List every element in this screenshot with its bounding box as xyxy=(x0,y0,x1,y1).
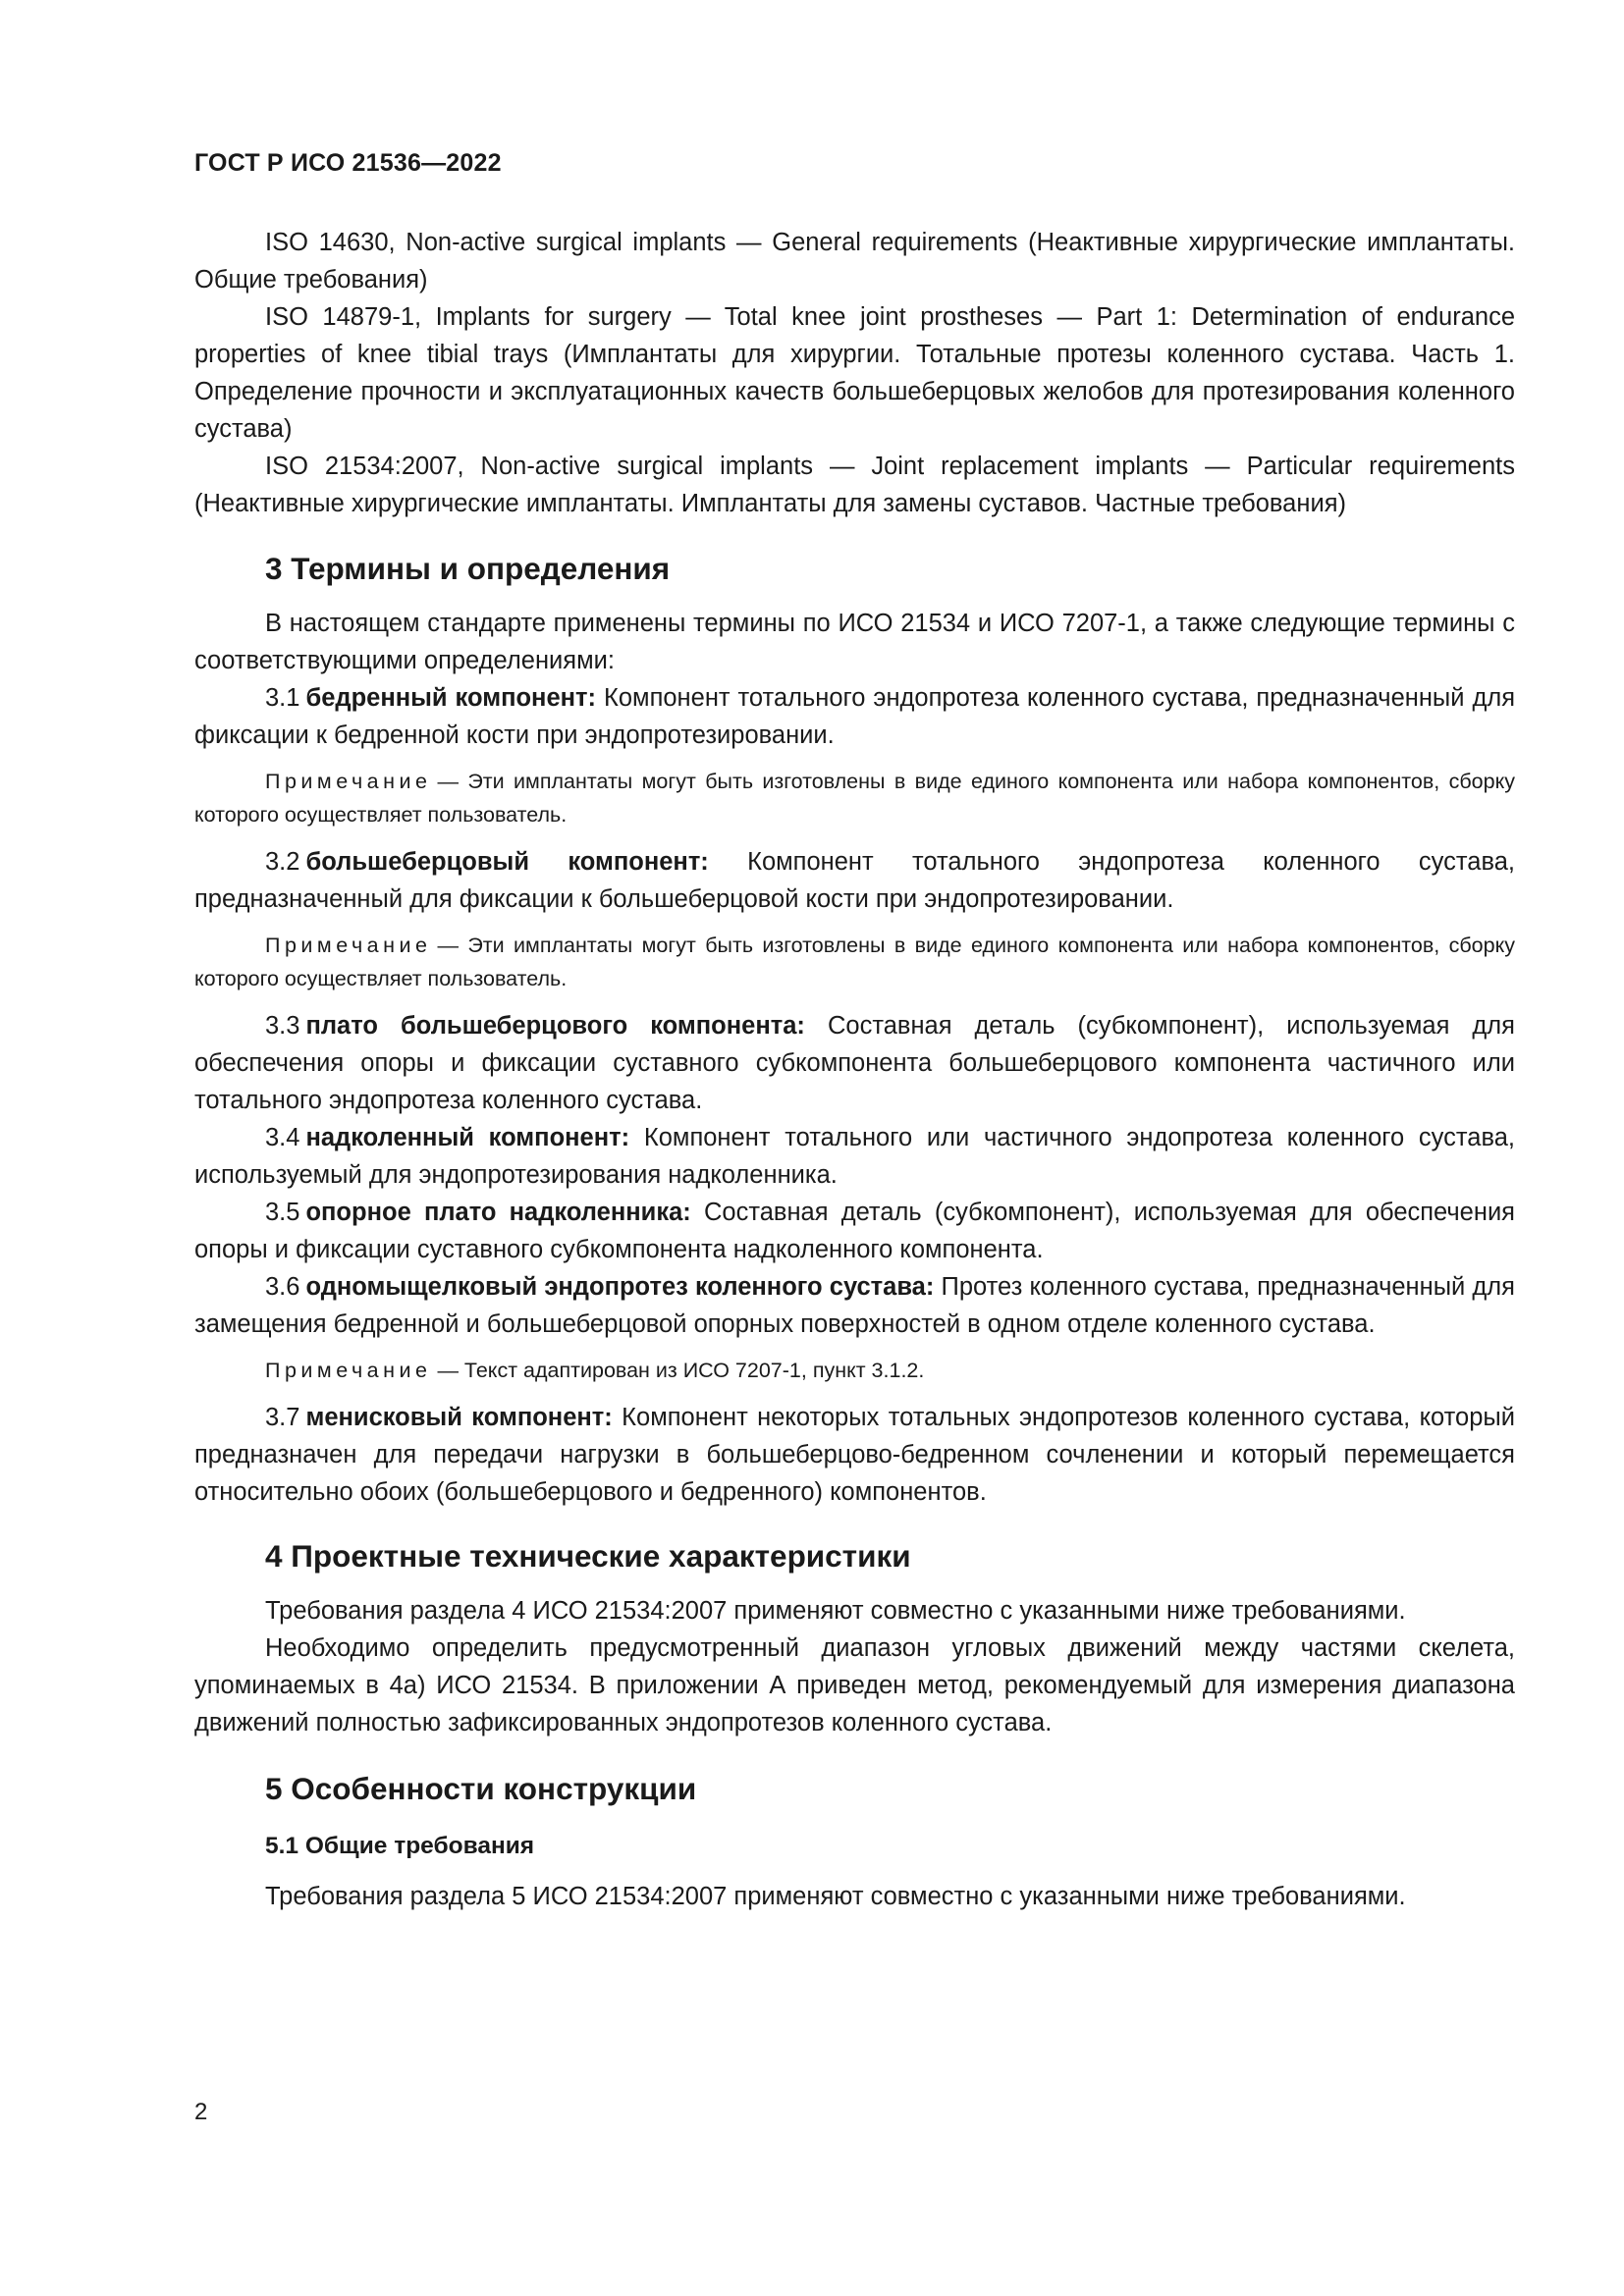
note-3-2 xyxy=(194,929,1515,995)
term-definition: Компонент тотального эндопротеза коленного сустава, предназначенный для фиксации к бедренной кости при эндопротезировании. xyxy=(194,684,1516,749)
term-name: плато большеберцового компонента: xyxy=(305,1012,805,1040)
term-number: 3.6 xyxy=(265,1273,300,1301)
section-5-1-heading: 5.1 Общие требования xyxy=(265,1833,535,1859)
term-name: надколенный компонент: xyxy=(305,1124,630,1151)
term-definition: Протез коленного сустава, предназначенный для замещения бедренной и большеберцовой опорных поверхностей в одном отделе коленного сустава. xyxy=(194,1273,1515,1338)
term-name: одномыщелковый эндопротез коленного сустава: xyxy=(305,1273,935,1301)
note-text: — Текст адаптирован из ИСО 7207-1, пункт 3.1.2. xyxy=(437,1359,925,1382)
term-number: 3.3 xyxy=(265,1012,300,1040)
term-number: 3.1 xyxy=(265,684,300,712)
section-4-paragraph-2: Необходимо определить предусмотренный диапазон угловых движений между частями скелета, упоминаемых в 4а) ИСО 21534. В приложении А приведен метод, рекомендуемый для измерения диапазона движений полностью зафиксированных эндопротезов коленного сустава. xyxy=(194,1634,1515,1736)
term-3-1 xyxy=(194,679,1515,754)
term-name: большеберцовый компонент: xyxy=(305,848,709,876)
term-definition: Составная деталь (субкомпонент), используемая для обеспечения опоры и фиксации суставного субкомпонента большеберцового компонента частичного или тотального эндопротеза коленного сустава. xyxy=(194,1012,1515,1114)
note-text: — Эти имплантаты могут быть изготовлены в виде единого компонента или набора компонентов, сборку которого осуществляет пользователь. xyxy=(194,770,1515,827)
term-number: 3.4 xyxy=(265,1124,300,1151)
term-3-2 xyxy=(194,843,1515,918)
page-content xyxy=(194,224,1515,1915)
term-name: менисковый компонент: xyxy=(305,1404,613,1431)
term-number: 3.7 xyxy=(265,1404,300,1431)
term-definition: Компонент некоторых тотальных эндопротезов коленного сустава, который предназначен для передачи нагрузки в большеберцово-бедренном сочленении и который перемещается относительно обоих (большеберцового и бедренного) компонентов. xyxy=(194,1404,1515,1506)
term-3-6 xyxy=(194,1268,1515,1343)
term-number: 3.2 xyxy=(265,848,300,876)
reference-iso-14630: ISO 14630, Non-active surgical implants — General requirements (Неактивные хирургические имплантаты. Общие требования) xyxy=(194,229,1515,294)
document-header: ГОСТ Р ИСО 21536—2022 xyxy=(194,149,502,177)
term-3-5 xyxy=(194,1194,1515,1268)
note-3-6 xyxy=(194,1354,1515,1387)
term-name: бедренный компонент: xyxy=(305,684,597,712)
section-4-heading: 4 Проектные технические характеристики xyxy=(265,1538,911,1574)
term-definition: Составная деталь (субкомпонент), используемая для обеспечения опоры и фиксации суставного субкомпонента надколенного компонента. xyxy=(194,1199,1515,1263)
section-3-intro: В настоящем стандарте применены термины по ИСО 21534 и ИСО 7207-1, а также следующие термины с соответствующими определениями: xyxy=(194,610,1515,674)
term-number: 3.5 xyxy=(265,1199,300,1226)
note-label: Примечание xyxy=(265,934,432,957)
term-3-4 xyxy=(194,1119,1515,1194)
section-5-heading: 5 Особенности конструкции xyxy=(265,1771,697,1806)
note-label: Примечание xyxy=(265,770,432,793)
term-definition: Компонент тотального или частичного эндопротеза коленного сустава, используемый для эндопротезирования надколенника. xyxy=(194,1124,1515,1189)
page-number: 2 xyxy=(194,2099,208,2125)
note-3-1 xyxy=(194,765,1515,831)
term-definition: Компонент тотального эндопротеза коленного сустава, предназначенный для фиксации к большеберцовой кости при эндопротезировании. xyxy=(194,848,1515,913)
reference-iso-14879-1: ISO 14879-1, Implants for surgery — Total knee joint prostheses — Part 1: Determination of endurance properties of knee tibial trays (Имплантаты для хирургии. Тотальные протезы коленного сустава. Часть 1. Определение прочности и эксплуатационных качеств большеберцовых желобов для протезирования коленного сустава) xyxy=(194,303,1515,443)
note-text: — Эти имплантаты могут быть изготовлены в виде единого компонента или набора компонентов, сборку которого осуществляет пользователь. xyxy=(194,934,1515,990)
reference-iso-21534: ISO 21534:2007, Non-active surgical implants — Joint replacement implants — Particular requirements (Неактивные хирургические имплантаты. Имплантаты для замены суставов. Частные требования) xyxy=(194,453,1515,517)
term-3-3 xyxy=(194,1007,1515,1119)
term-name: опорное плато надколенника: xyxy=(305,1199,691,1226)
section-5-paragraph-1: Требования раздела 5 ИСО 21534:2007 применяют совместно с указанными ниже требованиями. xyxy=(265,1883,1406,1910)
term-3-7 xyxy=(194,1399,1515,1511)
section-4-paragraph-1: Требования раздела 4 ИСО 21534:2007 применяют совместно с указанными ниже требованиями. xyxy=(265,1597,1406,1625)
section-3-heading: 3 Термины и определения xyxy=(265,551,671,586)
note-label: Примечание xyxy=(265,1359,432,1382)
